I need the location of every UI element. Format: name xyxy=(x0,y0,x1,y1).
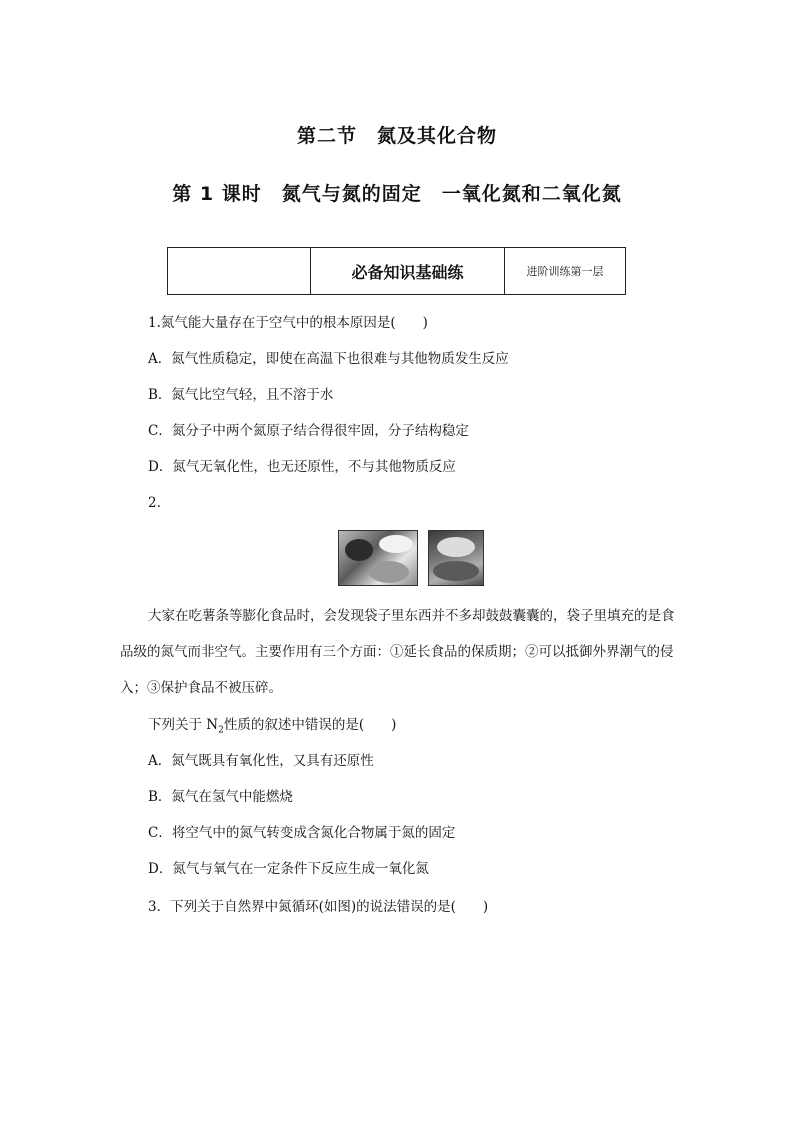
q1-option-c: C．氮分子中两个氮原子结合得很牢固，分子结构稳定 xyxy=(148,423,469,439)
q2-option-a: A．氮气既具有氧化性，又具有还原性 xyxy=(148,753,374,769)
q1-stem: 1.氮气能大量存在于空气中的根本原因是( ) xyxy=(148,315,428,331)
q1-option-a: A．氮气性质稳定，即使在高温下也很难与其他物质发生反应 xyxy=(148,351,509,367)
q3-stem: 3．下列关于自然界中氮循环(如图)的说法错误的是( ) xyxy=(148,899,489,915)
q2-number: 2. xyxy=(148,495,161,511)
practice-banner xyxy=(167,247,626,295)
q2-option-c: C．将空气中的氮气转变成含氮化合物属于氮的固定 xyxy=(148,825,456,841)
q2-option-d: D．氮气与氧气在一定条件下反应生成一氧化氮 xyxy=(148,861,429,877)
snack-images xyxy=(338,530,484,586)
q1-option-b: B．氮气比空气轻，且不溶于水 xyxy=(148,387,334,403)
q1-option-d: D．氮气无氧化性，也无还原性，不与其他物质反应 xyxy=(148,459,456,475)
banner-side-label: 进阶训练第一层 xyxy=(526,265,604,278)
q2-stem-subscript: 2 xyxy=(218,725,224,736)
snack-bag-photo-2 xyxy=(428,530,484,586)
q2-option-b: B．氮气在氢气中能燃烧 xyxy=(148,789,293,805)
section-title: 第二节 氮及其化合物 xyxy=(296,125,497,147)
banner-main-label: 必备知识基础练 xyxy=(311,248,505,294)
q2-stem-suffix: 性质的叙述中错误的是( ) xyxy=(223,717,397,733)
q2-passage: 大家在吃薯条等膨化食品时，会发现袋子里东西并不多却鼓鼓囊囊的，袋子里填充的是食品级的氮气而非空气。主要作用有三个方面：①延长食品的保质期；②可以抵御外界潮气的侵入；③保护食品不被压碎。 xyxy=(120,608,675,696)
lesson-title: 第 1 课时 氮气与氮的固定 一氧化氮和二氧化氮 xyxy=(172,183,622,205)
q2-stem-prefix: 下列关于 N xyxy=(148,717,219,733)
q2-stem xyxy=(148,716,396,740)
banner-empty-cell xyxy=(168,248,311,294)
snack-bag-photo-1 xyxy=(338,530,418,586)
